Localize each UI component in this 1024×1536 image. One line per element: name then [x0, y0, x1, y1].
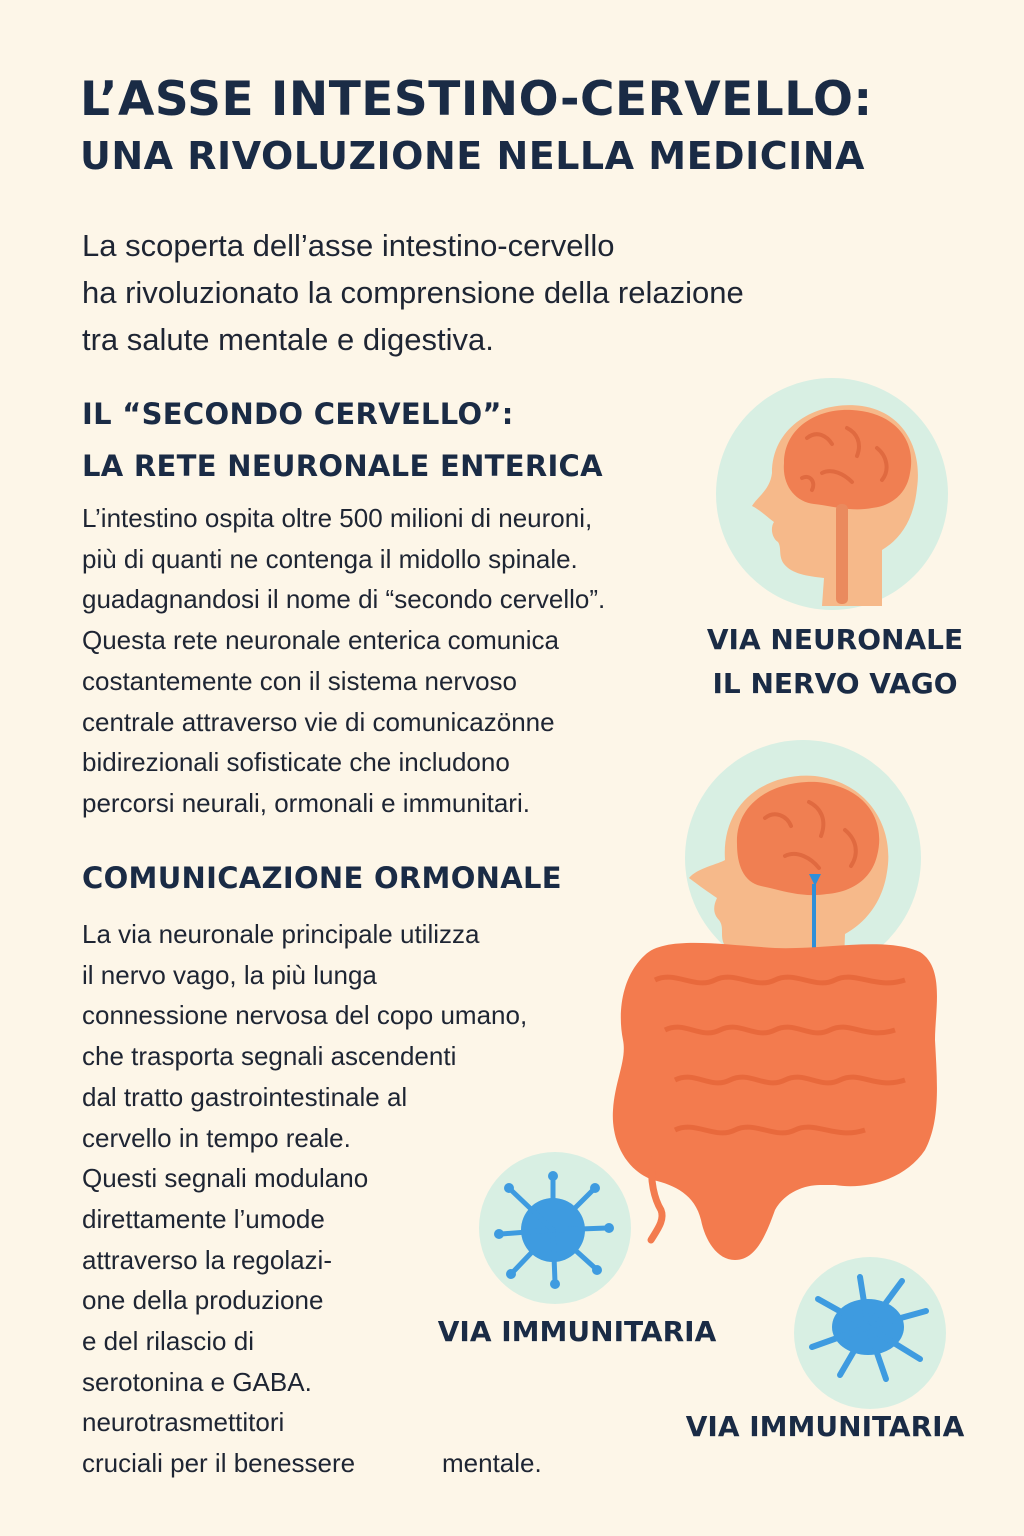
head-gut-icon: [605, 740, 945, 1270]
section-2-line: e del rilascio di: [82, 1326, 254, 1357]
section-2-paragraph: [82, 914, 527, 1484]
section-2-line: neurotrasmettitori: [82, 1407, 285, 1438]
section-2-line: dal tratto gastrointestinale al: [82, 1081, 408, 1112]
section-1-line: percorsi neurali, ormonali e immunitari.: [82, 787, 530, 818]
intro-line: tra salute mentale e digestiva.: [82, 322, 494, 357]
section-2-line: cervello in tempo reale.: [82, 1122, 351, 1153]
section-2-line: one della produzione: [82, 1285, 324, 1316]
section-2-line: il nervo vago, la più lunga: [82, 959, 377, 990]
section-2-line: serotonina e GABA.: [82, 1366, 312, 1397]
title-line-1: L’ASSE INTESTINO-CERVELLO:: [80, 72, 873, 127]
section-2-line: attraverso la regolazi-: [82, 1244, 332, 1275]
section-2-line: cruciali per il benessere: [82, 1448, 356, 1479]
label-immune-2: VIA IMMUNITARIA: [685, 1410, 965, 1443]
page-title: [80, 72, 960, 180]
microbe-icon: [475, 1150, 635, 1310]
section-1-line: più di quanti ne contenga il midollo spinale.: [82, 543, 578, 574]
label-immune-1: VIA IMMUNITARIA: [437, 1315, 717, 1348]
section-2-trailing-word: mentale.: [442, 1448, 542, 1478]
section-1-paragraph: [82, 498, 605, 824]
intro-line: ha rivoluzionato la comprensione della relazione: [82, 275, 744, 310]
intro-line: La scoperta dell’asse intestino-cervello: [82, 228, 615, 263]
section-1-heading-line: IL “SECONDO CERVELLO”:: [82, 397, 514, 431]
section-1-line: bidirezionali sofisticate che includono: [82, 747, 510, 778]
intro-paragraph: [82, 222, 902, 363]
section-1-line: Questa rete neuronale enterica comunica: [82, 625, 559, 656]
section-1-line: guadagnandosi il nome di “secondo cervello”.: [82, 584, 606, 615]
section-2-line: Questi segnali modulano: [82, 1163, 369, 1194]
section-2-line: La via neuronale principale utilizza: [82, 919, 480, 949]
section-1-line: costantemente con il sistema nervoso: [82, 665, 517, 696]
title-line-2: UNA RIVOLUZIONE NELLA MEDICINA: [80, 134, 865, 179]
section-2-heading: COMUNICAZIONE ORMONALE: [82, 861, 562, 895]
section-2-line: connessione nervosa del copo umano,: [82, 1000, 528, 1031]
label-neural-line-2: IL NERVO VAGO: [712, 667, 958, 700]
microbe-icon: [790, 1255, 950, 1415]
section-2-line: che trasporta segnali ascendenti: [82, 1041, 457, 1072]
head-brain-icon: [712, 378, 952, 618]
section-1-line: centrale attraverso vie di comunicazönne: [82, 706, 555, 737]
section-1-line: L’intestino ospita oltre 500 milioni di neuroni,: [82, 503, 593, 533]
section-1-heading-line: LA RETE NEURONALE ENTERICA: [82, 449, 603, 483]
label-neural-line-1: VIA NEURONALE: [706, 623, 964, 656]
section-1-heading: [82, 388, 603, 492]
section-2-line: direttamente l’umode: [82, 1203, 325, 1234]
